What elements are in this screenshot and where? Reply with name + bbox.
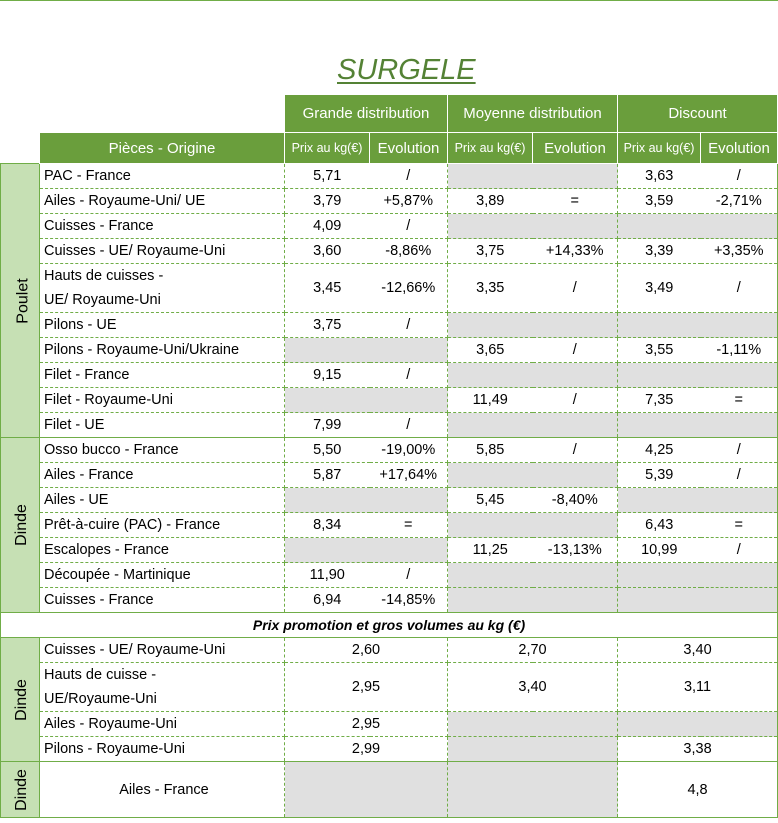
table-row xyxy=(1,463,778,488)
moyenne-empty-cell xyxy=(448,513,618,538)
grande-price-cell: 7,99 xyxy=(285,413,370,438)
discount-empty-cell xyxy=(618,313,778,338)
discount-price-cell: 10,99 xyxy=(618,538,701,563)
grande-empty-cell xyxy=(285,388,448,413)
promo-row xyxy=(1,712,778,737)
moyenne-evolution-cell: = xyxy=(533,189,618,214)
moyenne-evolution-cell: / xyxy=(533,338,618,363)
grande-price-cell: 3,75 xyxy=(285,313,370,338)
discount-evolution-cell: / xyxy=(701,438,778,463)
piece-cell: Cuisses - France xyxy=(40,214,285,239)
piece-cell: Filet - Royaume-Uni xyxy=(40,388,285,413)
discount-price-cell: 3,39 xyxy=(618,239,701,264)
moyenne-price-cell: 3,65 xyxy=(448,338,533,363)
piece-cell: Escalopes - France xyxy=(40,538,285,563)
grande-evolution-cell: +5,87% xyxy=(370,189,448,214)
discount-evolution-cell: / xyxy=(701,164,778,189)
grande-price-cell: 5,71 xyxy=(285,164,370,189)
piece-cell: Cuisses - UE/ Royaume-Uni xyxy=(40,239,285,264)
grande-empty-cell xyxy=(285,488,448,513)
discount-promo-cell: 3,38 xyxy=(618,737,778,762)
table-row xyxy=(1,513,778,538)
grande-evolution-cell: = xyxy=(370,513,448,538)
piece-cell: Osso bucco - France xyxy=(40,438,285,463)
page-title: SURGELE xyxy=(337,54,476,86)
piece-cell: Hauts de cuisse - UE/Royaume-Uni xyxy=(40,663,285,712)
grande-evolution-cell: / xyxy=(370,313,448,338)
discount-empty-cell xyxy=(618,214,778,239)
moyenne-promo-cell xyxy=(448,737,618,762)
piece-cell: Ailes - France xyxy=(40,762,285,818)
promo-title: Prix promotion et gros volumes au kg (€) xyxy=(1,613,778,638)
grande-evolution-cell: / xyxy=(370,563,448,588)
grande-promo-cell: 2,95 xyxy=(285,663,448,712)
piece-cell: Hauts de cuisses - UE/ Royaume-Uni xyxy=(40,264,285,313)
grande-evolution-cell: +17,64% xyxy=(370,463,448,488)
discount-price-cell: 3,55 xyxy=(618,338,701,363)
moyenne-evolution-cell: +14,33% xyxy=(533,239,618,264)
header-grande-distribution: Grande distribution xyxy=(285,95,448,133)
header-pieces-origine: Pièces - Origine xyxy=(40,133,285,164)
moyenne-empty-cell xyxy=(448,164,618,189)
grande-empty-cell xyxy=(285,538,448,563)
table-row xyxy=(1,214,778,239)
table-row xyxy=(1,413,778,438)
discount-promo-cell: 3,40 xyxy=(618,638,778,663)
main-table-body xyxy=(1,164,778,613)
promo-table-body xyxy=(1,638,778,818)
table-row xyxy=(1,313,778,338)
discount-evolution-cell: -2,71% xyxy=(701,189,778,214)
section-label-text: Dinde xyxy=(12,768,30,811)
discount-evolution-cell: / xyxy=(701,264,778,313)
table-row xyxy=(1,338,778,363)
moyenne-price-cell: 3,35 xyxy=(448,264,533,313)
header-moyenne-distribution: Moyenne distribution xyxy=(448,95,618,133)
piece-cell: Prêt-à-cuire (PAC) - France xyxy=(40,513,285,538)
grande-price-cell: 3,45 xyxy=(285,264,370,313)
table-row xyxy=(1,563,778,588)
table-row xyxy=(1,538,778,563)
piece-cell: Filet - UE xyxy=(40,413,285,438)
moyenne-evolution-cell: / xyxy=(533,388,618,413)
moyenne-empty-cell xyxy=(448,588,618,613)
discount-evolution-cell: = xyxy=(701,513,778,538)
piece-cell: Cuisses - UE/ Royaume-Uni xyxy=(40,638,285,663)
grande-promo-cell: 2,95 xyxy=(285,712,448,737)
top-border xyxy=(0,0,778,1)
grande-evolution-cell: / xyxy=(370,164,448,189)
header-discount: Discount xyxy=(618,95,778,133)
table-row xyxy=(1,189,778,214)
discount-empty-cell xyxy=(618,363,778,388)
discount-evolution-cell: -1,11% xyxy=(701,338,778,363)
moyenne-evolution-cell: / xyxy=(533,264,618,313)
grande-evolution-cell: / xyxy=(370,214,448,239)
table-row xyxy=(1,488,778,513)
table-row xyxy=(1,438,778,463)
piece-cell: Découpée - Martinique xyxy=(40,563,285,588)
grande-price-cell: 3,60 xyxy=(285,239,370,264)
grande-empty-cell xyxy=(285,338,448,363)
grande-price-cell: 9,15 xyxy=(285,363,370,388)
grande-price-cell: 5,50 xyxy=(285,438,370,463)
piece-cell: Ailes - Royaume-Uni xyxy=(40,712,285,737)
grande-price-cell: 3,79 xyxy=(285,189,370,214)
header-dc-price: Prix au kg(€) xyxy=(618,133,701,164)
promo-row xyxy=(1,638,778,663)
discount-empty-cell xyxy=(618,488,778,513)
table-row xyxy=(1,264,778,313)
discount-price-cell: 3,59 xyxy=(618,189,701,214)
discount-evolution-cell: = xyxy=(701,388,778,413)
header-gd-price: Prix au kg(€) xyxy=(285,133,370,164)
promo-section-label xyxy=(1,762,40,818)
moyenne-price-cell: 3,75 xyxy=(448,239,533,264)
moyenne-empty-cell xyxy=(448,463,618,488)
moyenne-promo-cell: 2,70 xyxy=(448,638,618,663)
piece-cell: Cuisses - France xyxy=(40,588,285,613)
section-label-text: Dinde xyxy=(12,678,30,721)
discount-price-cell: 7,35 xyxy=(618,388,701,413)
discount-evolution-cell: +3,35% xyxy=(701,239,778,264)
promo-row xyxy=(1,737,778,762)
grande-price-cell: 8,34 xyxy=(285,513,370,538)
discount-price-cell: 5,39 xyxy=(618,463,701,488)
grande-promo-cell: 2,99 xyxy=(285,737,448,762)
piece-cell: Filet - France xyxy=(40,363,285,388)
grande-promo-cell xyxy=(285,762,448,818)
grande-evolution-cell: / xyxy=(370,363,448,388)
table-row xyxy=(1,164,778,189)
promo-row xyxy=(1,663,778,712)
table-row xyxy=(1,588,778,613)
header-md-price: Prix au kg(€) xyxy=(448,133,533,164)
piece-cell: PAC - France xyxy=(40,164,285,189)
section-label-text: Dinde xyxy=(12,504,30,546)
discount-price-cell: 3,49 xyxy=(618,264,701,313)
piece-cell: Ailes - UE xyxy=(40,488,285,513)
grande-price-cell: 5,87 xyxy=(285,463,370,488)
moyenne-evolution-cell: -13,13% xyxy=(533,538,618,563)
discount-promo-cell: 3,11 xyxy=(618,663,778,712)
table-row xyxy=(1,363,778,388)
promo-section-label xyxy=(1,638,40,762)
grande-evolution-cell: -8,86% xyxy=(370,239,448,264)
discount-evolution-cell: / xyxy=(701,538,778,563)
section-label-text: Poulet xyxy=(14,277,32,324)
grande-promo-cell: 2,60 xyxy=(285,638,448,663)
discount-price-cell: 4,25 xyxy=(618,438,701,463)
moyenne-evolution-cell: -8,40% xyxy=(533,488,618,513)
moyenne-empty-cell xyxy=(448,563,618,588)
discount-price-cell: 3,63 xyxy=(618,164,701,189)
promo-row xyxy=(1,762,778,818)
moyenne-promo-cell: 3,40 xyxy=(448,663,618,712)
grande-evolution-cell: -19,00% xyxy=(370,438,448,463)
section-label-poulet xyxy=(1,164,40,438)
moyenne-empty-cell xyxy=(448,214,618,239)
discount-evolution-cell: / xyxy=(701,463,778,488)
piece-cell: Ailes - Royaume-Uni/ UE xyxy=(40,189,285,214)
piece-cell: Pilons - UE xyxy=(40,313,285,338)
grande-price-cell: 11,90 xyxy=(285,563,370,588)
table-row xyxy=(1,388,778,413)
moyenne-price-cell: 3,89 xyxy=(448,189,533,214)
discount-empty-cell xyxy=(618,588,778,613)
moyenne-empty-cell xyxy=(448,313,618,338)
piece-cell: Pilons - Royaume-Uni xyxy=(40,737,285,762)
grande-price-cell: 4,09 xyxy=(285,214,370,239)
moyenne-price-cell: 11,49 xyxy=(448,388,533,413)
discount-empty-cell xyxy=(618,413,778,438)
discount-empty-cell xyxy=(618,563,778,588)
piece-cell: Ailes - France xyxy=(40,463,285,488)
moyenne-promo-cell xyxy=(448,762,618,818)
moyenne-price-cell: 5,45 xyxy=(448,488,533,513)
moyenne-empty-cell xyxy=(448,363,618,388)
header-md-evolution: Evolution xyxy=(533,133,618,164)
grande-evolution-cell: / xyxy=(370,413,448,438)
price-table xyxy=(0,94,778,818)
moyenne-empty-cell xyxy=(448,413,618,438)
grande-evolution-cell: -14,85% xyxy=(370,588,448,613)
header-dc-evolution: Evolution xyxy=(701,133,778,164)
discount-price-cell: 6,43 xyxy=(618,513,701,538)
moyenne-price-cell: 5,85 xyxy=(448,438,533,463)
header-gd-evolution: Evolution xyxy=(370,133,448,164)
moyenne-promo-cell xyxy=(448,712,618,737)
grande-price-cell: 6,94 xyxy=(285,588,370,613)
discount-promo-cell: 4,8 xyxy=(618,762,778,818)
grande-evolution-cell: -12,66% xyxy=(370,264,448,313)
piece-cell: Pilons - Royaume-Uni/Ukraine xyxy=(40,338,285,363)
table-row xyxy=(1,239,778,264)
moyenne-evolution-cell: / xyxy=(533,438,618,463)
moyenne-price-cell: 11,25 xyxy=(448,538,533,563)
section-label-dinde xyxy=(1,438,40,613)
discount-promo-cell xyxy=(618,712,778,737)
